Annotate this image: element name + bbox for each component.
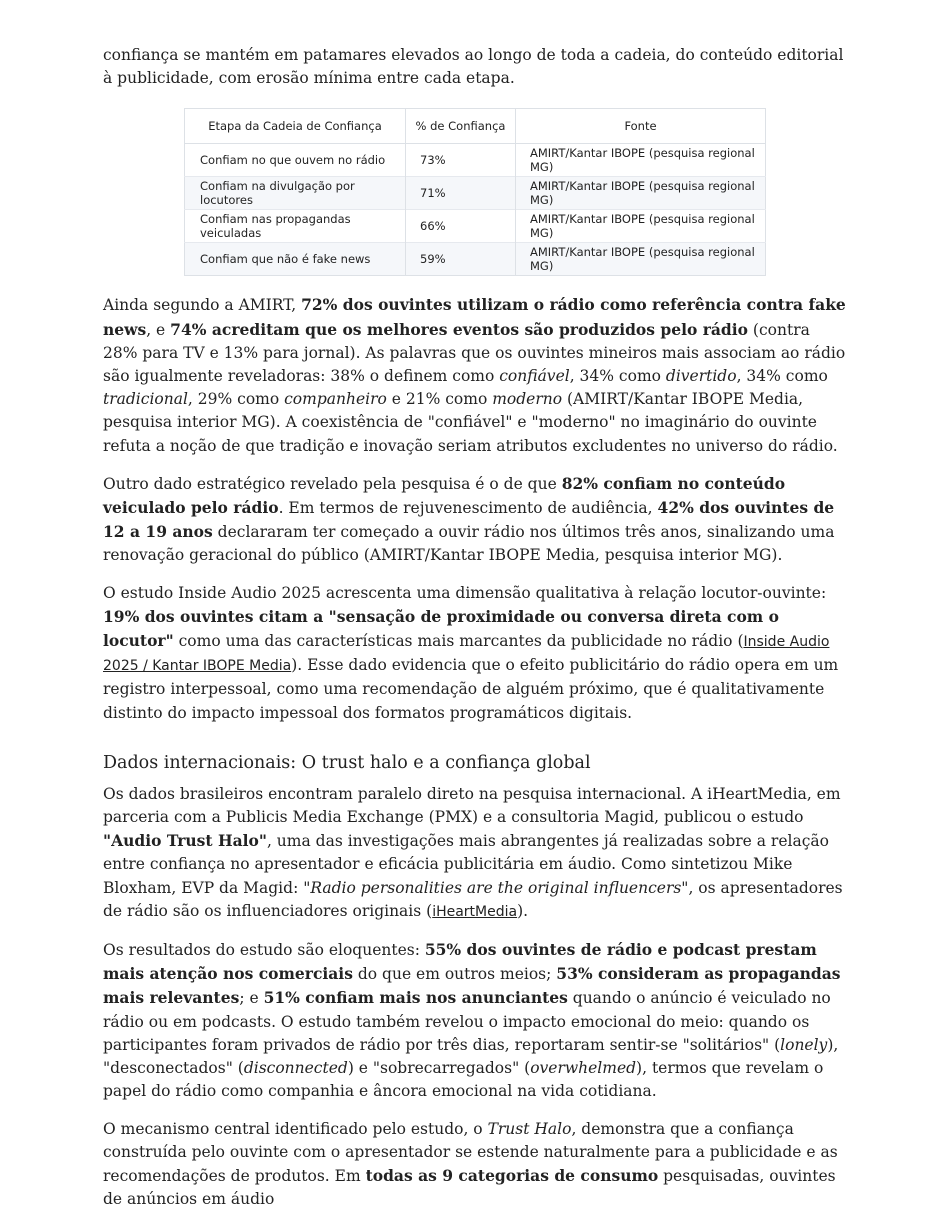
table-row — [185, 243, 766, 276]
table-cell-stage: Confiam no que ouvem no rádio — [185, 144, 406, 177]
table-cell-stage: Confiam que não é fake news — [185, 243, 406, 276]
paragraph-trust-halo: O mecanismo central identificado pelo estudo, o Trust Halo, demonstra que a confiança construída pelo ouvinte com o apresentador se estende naturalmente para a publicidade e as recomendações de produtos. Em todas as 9 categorias de consumo pesquisadas, ouvintes de anúncios em áudio — [103, 1119, 838, 1209]
trust-chain-table — [184, 108, 766, 276]
table-row — [185, 177, 766, 210]
table-row — [185, 144, 766, 177]
section-heading: Dados internacionais: O trust halo e a confiança global — [103, 752, 591, 773]
table-cell-percent: 71% — [406, 177, 516, 210]
table-header-source: Fonte — [516, 109, 766, 144]
paragraph-study-results: Os resultados do estudo são eloquentes: 55% dos ouvintes de rádio e podcast prestam mais atenção nos comerciais do que em outros meios; 53% consideram as propagandas mais relevantes; e 51% confiam mais nos anunciantes quando o anúncio é veiculado no rádio ou em podcasts. O estudo também revelou o impacto emocional do meio: quando os participantes foram privados de rádio por três dias, reportaram sentir-se "solitários" (lonely), "desconectados" (disconnected) e "sobrecarregados" (overwhelmed), termos que revelam o papel do rádio como companhia e âncora emocional na vida cotidiana. — [103, 940, 841, 1101]
paragraph-audience-renewal: Outro dado estratégico revelado pela pesquisa é o de que 82% confiam no conteúdo veiculado pelo rádio. Em termos de rejuvenescimento de audiência, 42% dos ouvintes de 12 a 19 anos declararam ter começado a ouvir rádio nos últimos três anos, sinalizando uma renovação geracional do público (AMIRT/Kantar IBOPE Media, pesquisa interior MG). — [103, 473, 835, 565]
link-iheartmedia[interactable]: iHeartMedia — [432, 903, 518, 920]
table-row — [185, 210, 766, 243]
paragraph-iheartmedia: Os dados brasileiros encontram paralelo direto na pesquisa internacional. A iHeartMedia, em parceria com a Publicis Media Exchange (PMX) e a consultoria Magid, publicou o estudo "Audio Trust Halo", uma das investigações mais abrangentes já realizadas sobre a relação entre confiança no apresentador e eficácia publicitária em áudio. Como sintetizou Mike Bloxham, EVP da Magid: "Radio personalities are the original influencers", os apresentadores de rádio são os influenciadores originais (iHeartMedia). — [103, 784, 843, 920]
table-cell-percent: 73% — [406, 144, 516, 177]
intro-paragraph: confiança se mantém em patamares elevados ao longo de toda a cadeia, do conteúdo editorial à publicidade, com erosão mínima entre cada etapa. — [103, 46, 844, 88]
table-header-percent: % de Confiança — [406, 109, 516, 144]
table-cell-source: AMIRT/Kantar IBOPE (pesquisa regional MG) — [516, 210, 766, 243]
table-cell-source: AMIRT/Kantar IBOPE (pesquisa regional MG) — [516, 243, 766, 276]
table-header-row — [185, 109, 766, 144]
paragraph-inside-audio: O estudo Inside Audio 2025 acrescenta uma dimensão qualitativa à relação locutor-ouvinte: 19% dos ouvintes citam a "sensação de proximidade ou conversa direta com o locutor" como uma das características mais marcantes da publicidade no rádio (Inside Audio 2025 / Kantar IBOPE Media). Esse dado evidencia que o efeito publicitário do rádio opera em um registro interpessoal, como uma recomendação de alguém próximo, que é qualitativamente distinto do impacto impessoal dos formatos programáticos digitais. — [103, 583, 839, 722]
trust-chain-table-wrapper — [184, 108, 766, 276]
table-header-stage: Etapa da Cadeia de Confiança — [185, 109, 406, 144]
paragraph-amirt-fake-news: Ainda segundo a AMIRT, 72% dos ouvintes utilizam o rádio como referência contra fake news, e 74% acreditam que os melhores eventos são produzidos pelo rádio (contra 28% para TV e 13% para jornal). As palavras que os ouvintes mineiros mais associam ao rádio são igualmente reveladoras: 38% o definem como confiável, 34% como divertido, 34% como tradicional, 29% como companheiro e 21% como moderno (AMIRT/Kantar IBOPE Media, pesquisa interior MG). A coexistência de "confiável" e "moderno" no imaginário do ouvinte refuta a noção de que tradição e inovação seriam atributos excludentes no universo do rádio. — [103, 295, 846, 455]
table-cell-percent: 59% — [406, 243, 516, 276]
table-cell-source: AMIRT/Kantar IBOPE (pesquisa regional MG) — [516, 144, 766, 177]
link-inside-audio[interactable]: Inside Audio 2025 / Kantar IBOPE Media — [103, 634, 830, 675]
table-cell-stage: Confiam na divulgação por locutores — [185, 177, 406, 210]
table-cell-stage: Confiam nas propagandas veiculadas — [185, 210, 406, 243]
article-body — [103, 44, 848, 1211]
table-cell-source: AMIRT/Kantar IBOPE (pesquisa regional MG) — [516, 177, 766, 210]
table-cell-percent: 66% — [406, 210, 516, 243]
